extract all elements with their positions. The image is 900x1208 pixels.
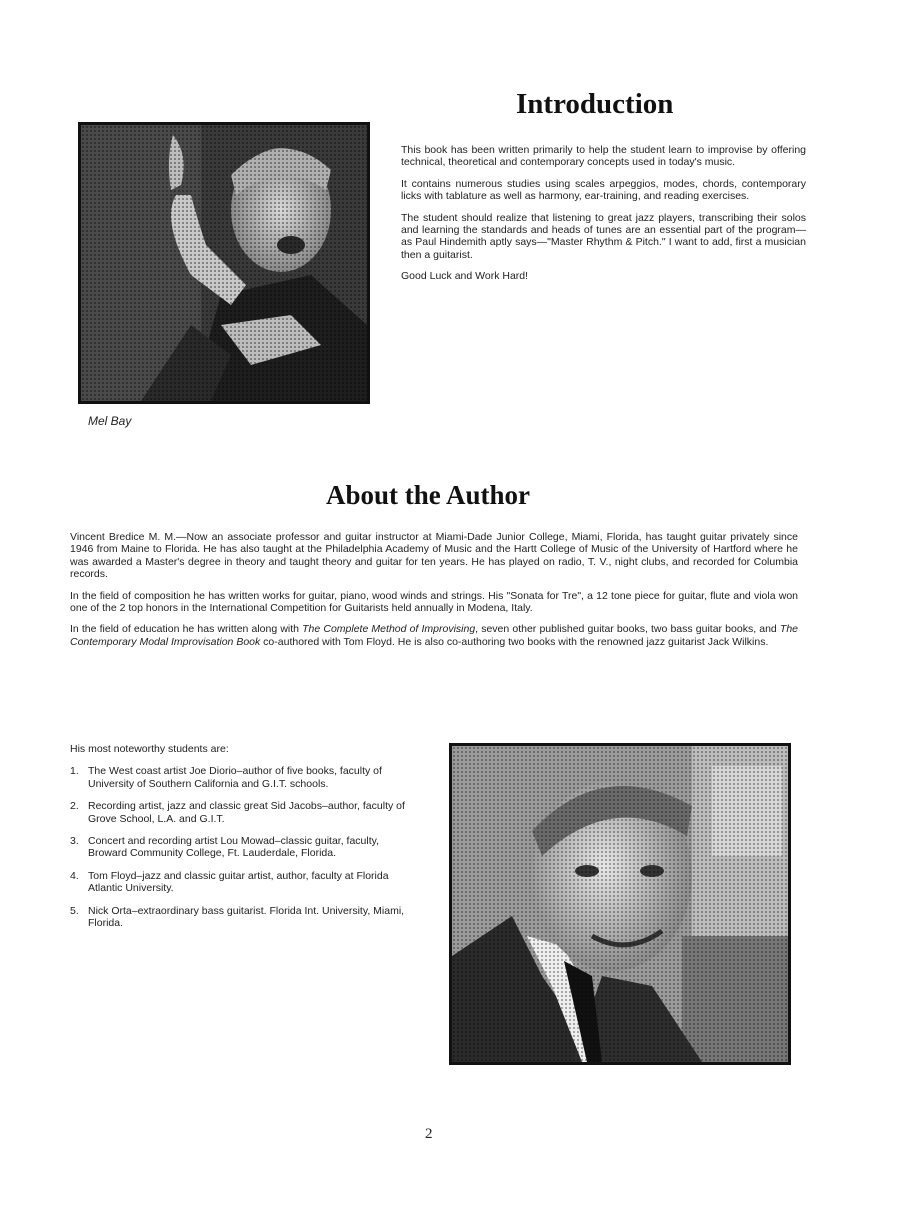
author-paragraph: Vincent Bredice M. M.—Now an associate professor and guitar instructor at Miami-Dade Junior College, Miami, Florida, has taught guitar privately since 1946 from Maine to Florida. He has also taught at the Philadelphia Academy of Music and the Hartt College of Music of the University of Hartford where he was awarded a Master's degree in theory and taught theory and guitar for ten years. He has played on radio, T. V., night clubs, and recorded for Columbia records. — [70, 531, 798, 581]
author-title: About the Author — [326, 480, 531, 510]
intro-title: Introduction — [516, 88, 674, 120]
book-title: The Contemporary Modal Improvisation Book — [70, 623, 798, 648]
author-photo — [449, 743, 791, 1065]
students-heading: His most noteworthy students are: — [70, 743, 229, 755]
author-body — [70, 531, 798, 657]
author-paragraph: In the field of composition he has written works for guitar, piano, wood winds and strings. His "Sonata for Tre", a 12 tone piece for guitar, flute and viola won one of the 2 top honors in the International Competition for Guitarists held annually in Modena, Italy. — [70, 589, 798, 615]
intro-paragraph: This book has been written primarily to help the student learn to improvise by offering technical, theoretical and contemporary concepts used in today's music. — [401, 144, 806, 169]
list-item: 4. Tom Floyd–jazz and classic guitar artist, author, faculty at Florida Atlantic University. — [70, 869, 389, 895]
list-item: 2. Recording artist, jazz and classic great Sid Jacobs–author, faculty of Grove School, L.A. and G.I.T. — [70, 800, 405, 825]
intro-paragraph: It contains numerous studies using scales arpeggios, modes, chords, contemporary licks with tablature as well as harmony, ear-training, and reading exercises. — [401, 177, 806, 203]
students-list — [70, 765, 412, 929]
book-title: The Complete Method of Improvising — [302, 623, 476, 636]
list-item: 5. Nick Orta–extraordinary bass guitarist. Florida Int. University, Miami, Florida. — [70, 904, 405, 930]
mel-bay-photo — [78, 122, 370, 404]
list-item: 3. Concert and recording artist Lou Mowad–classic guitar, faculty, Broward Community College, Ft. Lauderdale, Florida. — [70, 835, 380, 860]
page-number: 2 — [425, 1126, 433, 1142]
intro-body — [401, 144, 806, 292]
photo-caption: Mel Bay — [88, 414, 132, 428]
students-section — [70, 743, 412, 939]
author-paragraph: In the field of education he has written along with The Complete Method of Improvising, seven other published guitar books, two bass guitar books, and The Contemporary Modal Improvisation Book co-authored with Tom Floyd. He is also co-authoring two books with the renowned jazz guitarist Jack Wilkins. — [70, 623, 798, 648]
intro-paragraph: Good Luck and Work Hard! — [401, 270, 529, 283]
list-item: 1. The West coast artist Joe Diorio–author of five books, faculty of University of Southern California and G.I.T. schools. — [70, 765, 382, 790]
intro-paragraph: The student should realize that listening to great jazz players, transcribing their solos and learning the standards and heads of tunes are an essential part of the program—as Paul Hindemith aptly says—"Master Rhythm & Pitch." I want to add, first a musician then a guitarist. — [401, 211, 806, 261]
